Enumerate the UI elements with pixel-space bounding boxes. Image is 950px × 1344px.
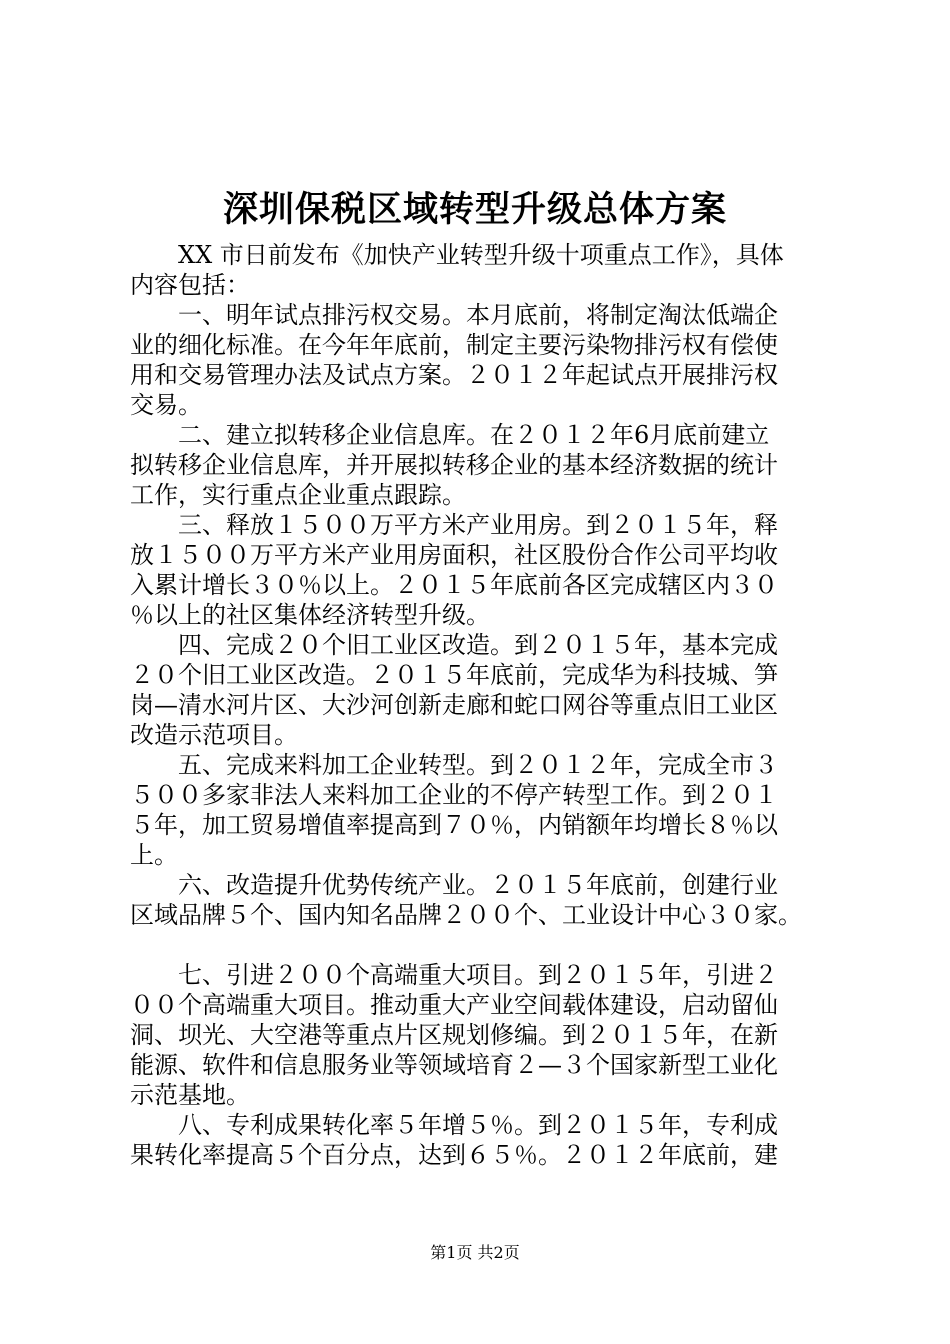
text-line: 区域品牌５个、国内知名品牌２００个、工业设计中心３０家。: [130, 901, 802, 929]
text-line: 工作，实行重点企业重点跟踪。: [130, 481, 466, 509]
text-line: 能源、软件和信息服务业等领域培育２—３个国家新型工业化: [130, 1051, 778, 1079]
text-line: XX 市日前发布《加快产业转型升级十项重点工作》，具体: [178, 241, 784, 269]
text-line: 八、专利成果转化率５年增５％。到２０１５年，专利成: [178, 1111, 778, 1139]
text-line: ５年，加工贸易增值率提高到７０％，内销额年均增长８％以: [130, 811, 778, 839]
text-line: 内容包括：: [130, 271, 250, 299]
text-line: 四、完成２０个旧工业区改造。到２０１５年，基本完成: [178, 631, 778, 659]
document-body: [130, 240, 850, 1170]
text-line: ００个高端重大项目。推动重大产业空间载体建设，启动留仙: [130, 991, 778, 1019]
text-line: 业的细化标准。在今年年底前，制定主要污染物排污权有偿使: [130, 331, 778, 359]
text-line: ２０个旧工业区改造。２０１５年底前，完成华为科技城、笋: [130, 661, 778, 689]
text-line: 改造示范项目。: [130, 721, 298, 749]
text-line: 用和交易管理办法及试点方案。２０１２年起试点开展排污权: [130, 361, 778, 389]
text-line: 一、明年试点排污权交易。本月底前，将制定淘汰低端企: [178, 301, 778, 329]
text-line: 六、改造提升优势传统产业。２０１５年底前，创建行业: [178, 871, 778, 899]
text-line: ５００多家非法人来料加工企业的不停产转型工作。到２０１: [130, 781, 778, 809]
document-title: 深圳保税区域转型升级总体方案: [222, 189, 727, 230]
text-line: 七、引进２００个高端重大项目。到２０１５年，引进２: [178, 961, 778, 989]
text-line: 上。: [130, 841, 178, 869]
blank-line: [130, 930, 850, 960]
text-line: 示范基地。: [130, 1081, 250, 1109]
text-line: ％以上的社区集体经济转型升级。: [130, 601, 490, 629]
text-line: 果转化率提高５个百分点，达到６５％。２０１２年底前，建: [130, 1141, 778, 1169]
text-line: 洞、坝光、大空港等重点片区规划修编。到２０１５年，在新: [130, 1021, 778, 1049]
text-line: 交易。: [130, 391, 202, 419]
text-line: 二、建立拟转移企业信息库。在２０１２年6月底前建立: [178, 421, 770, 449]
text-line: 三、释放１５００万平方米产业用房。到２０１５年，释: [178, 511, 778, 539]
text-line: 岗—清水河片区、大沙河创新走廊和蛇口网谷等重点旧工业区: [130, 691, 778, 719]
text-line: 放１５００万平方米产业用房面积，社区股份合作公司平均收: [130, 541, 778, 569]
page-footer: 第1页 共2页: [430, 1243, 520, 1262]
text-line: 五、完成来料加工企业转型。到２０１２年，完成全市３: [178, 751, 778, 779]
text-line: 拟转移企业信息库，并开展拟转移企业的基本经济数据的统计: [130, 451, 778, 479]
text-line: 入累计增长３０％以上。２０１５年底前各区完成辖区内３０: [130, 571, 778, 599]
